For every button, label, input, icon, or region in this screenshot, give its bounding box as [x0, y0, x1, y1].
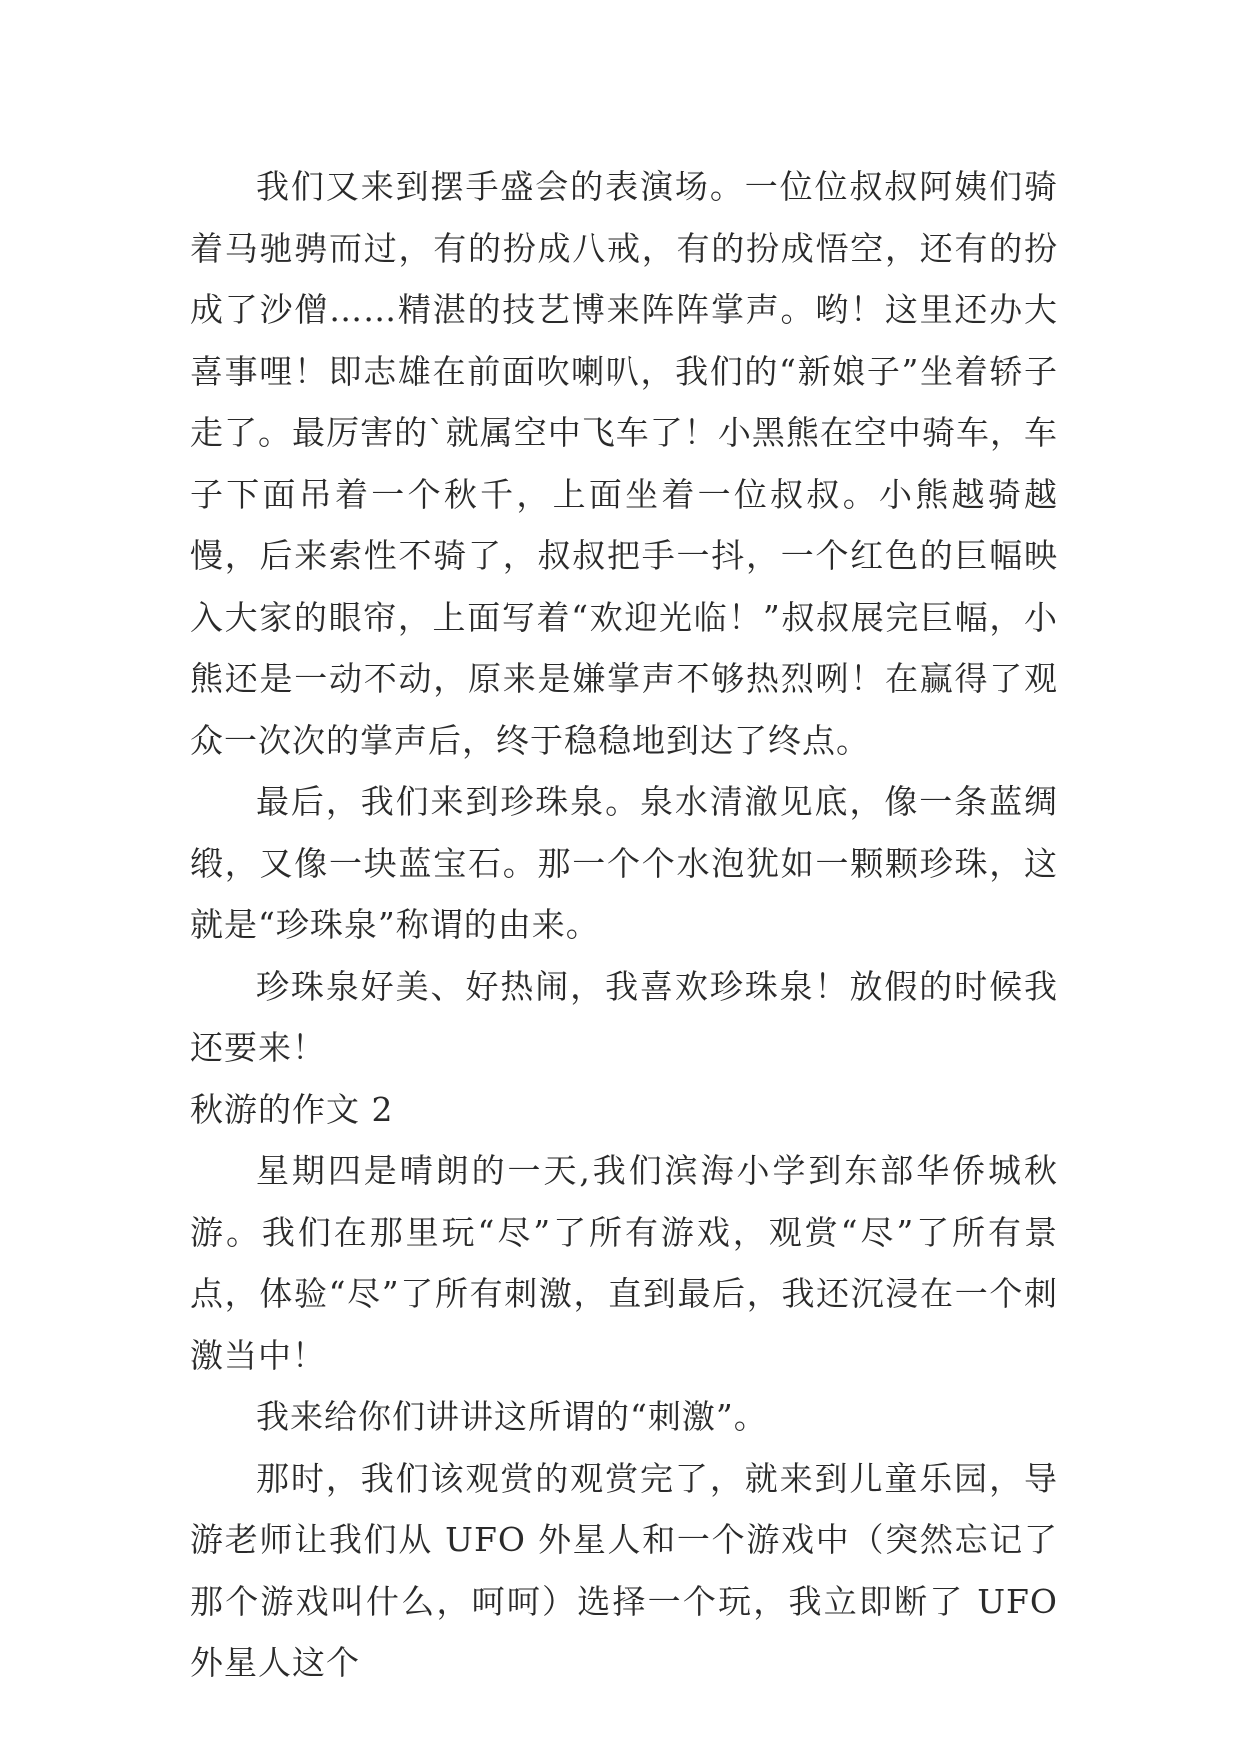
paragraph-closing: 珍珠泉好美、好热闹，我喜欢珍珠泉！放假的时候我还要来！ — [190, 966, 1058, 1067]
section-heading: 秋游的作文 2 — [190, 1089, 394, 1129]
paragraph-childrens-park: 那时，我们该观赏的观赏完了，就来到儿童乐园，导游老师让我们从 UFO 外星人和一个游戏中（突然忘记了那个游戏叫什么，呵呵）选择一个玩，我立即断了 UFO 外星人这个 — [190, 1458, 1058, 1682]
paragraph-thursday: 星期四是晴朗的一天,我们滨海小学到东部华侨城秋游。我们在那里玩“尽”了所有游戏，观赏“尽”了所有景点，体验“尽”了所有刺激，直到最后，我还沉浸在一个刺激当中！ — [190, 1151, 1058, 1375]
paragraph-excitement: 我来给你们讲讲这所谓的“刺激”。 — [256, 1397, 768, 1436]
document-body — [190, 156, 1058, 1694]
paragraph-pearl-spring: 最后，我们来到珍珠泉。泉水清澈见底，像一条蓝绸缎，又像一块蓝宝石。那一个个水泡犹如一颗颗珍珠，这就是“珍珠泉”称谓的由来。 — [190, 782, 1058, 944]
paragraph-performance: 我们又来到摆手盛会的表演场。一位位叔叔阿姨们骑着马驰骋而过，有的扮成八戒，有的扮成悟空，还有的扮成了沙僧……精湛的技艺博来阵阵掌声。哟！这里还办大喜事哩！即志雄在前面吹喇叭，我们的“新娘子”坐着轿子走了。最厉害的`就属空中飞车了！小黑熊在空中骑车，车子下面吊着一个秋千，上面坐着一位叔叔。小熊越骑越慢，后来索性不骑了，叔叔把手一抖，一个红色的巨幅映入大家的眼帘，上面写着“欢迎光临！”叔叔展完巨幅，小熊还是一动不动，原来是嫌掌声不够热烈咧！在赢得了观众一次次的掌声后，终于稳稳地到达了终点。 — [190, 167, 1058, 760]
